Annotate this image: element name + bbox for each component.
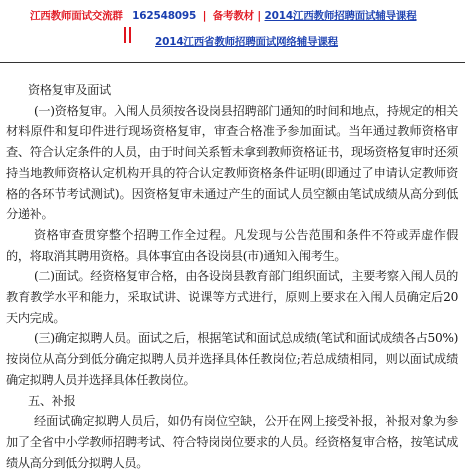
document-body bbox=[6, 80, 458, 473]
header-line-1 bbox=[30, 8, 450, 23]
group-number: 162548095 bbox=[132, 10, 197, 22]
section-heading: 资格复审及面试 bbox=[28, 83, 111, 97]
section-heading: 五、补报 bbox=[28, 393, 76, 408]
paragraph: 经面试确定拟聘人员后，如仍有岗位空缺，公开在网上接受补报，补报对象为参加了全省中小学教师招聘考试、符合特岗岗位要求的人员。经资格复审合格，按笔试成绩从高分到低分拟聘人员。 bbox=[6, 414, 458, 470]
header-divider: | bbox=[202, 10, 207, 22]
header-divider-rule bbox=[0, 62, 465, 63]
group-name: 江西教师面试交流群 bbox=[30, 10, 123, 22]
interview-course-link[interactable]: 2014江西教师招聘面试辅导课程 bbox=[264, 10, 417, 22]
paragraph: (一)资格复审。入闱人员须按各设岗县招聘部门通知的时间和地点，持规定的相关材料原件和复印件进行现场资格复审，审查合格准予参加面试。当年通过教师资格审查、符合认定条件的人员，由于时间关系暂未拿到教师资格证书，现场资格复审时还须持当地教师资格认定机构开具的符合认定教师资格条件证明(即通过了申请认定教师资格的各环节考试测试)。因资格复审未通过产生的面试人员空额由笔试成绩从高分到低分递补。 bbox=[6, 103, 458, 222]
red-bars-decoration bbox=[124, 27, 132, 43]
online-course-link[interactable]: 2014江西省教师招聘面试网络辅导课程 bbox=[155, 36, 338, 48]
paragraph: 资格审查贯穿整个招聘工作全过程。凡发现与公告范围和条件不符或弄虚作假的，将取消其聘用资格。具体事宜由各设岗县(市)通知入闱考生。 bbox=[6, 227, 458, 263]
paragraph: (三)确定拟聘人员。面试之后，根据笔试和面试总成绩(笔试和面试成绩各占50%)按岗位从高分到低分确定拟聘人员并选择具体任教岗位;若总成绩相同，则以面试成绩确定拟聘人员并选择具体任教岗位。 bbox=[6, 331, 458, 387]
exam-materials-label: 备考教材 bbox=[212, 10, 254, 22]
header-divider-2: | bbox=[257, 10, 262, 22]
document-header bbox=[0, 0, 465, 62]
paragraph: (二)面试。经资格复审合格，由各设岗县教育部门组织面试，主要考察入闱人员的教育教学水平和能力，采取试讲、说课等方式进行，原则上要求在入闱人员确定后20天内完成。 bbox=[6, 269, 458, 325]
